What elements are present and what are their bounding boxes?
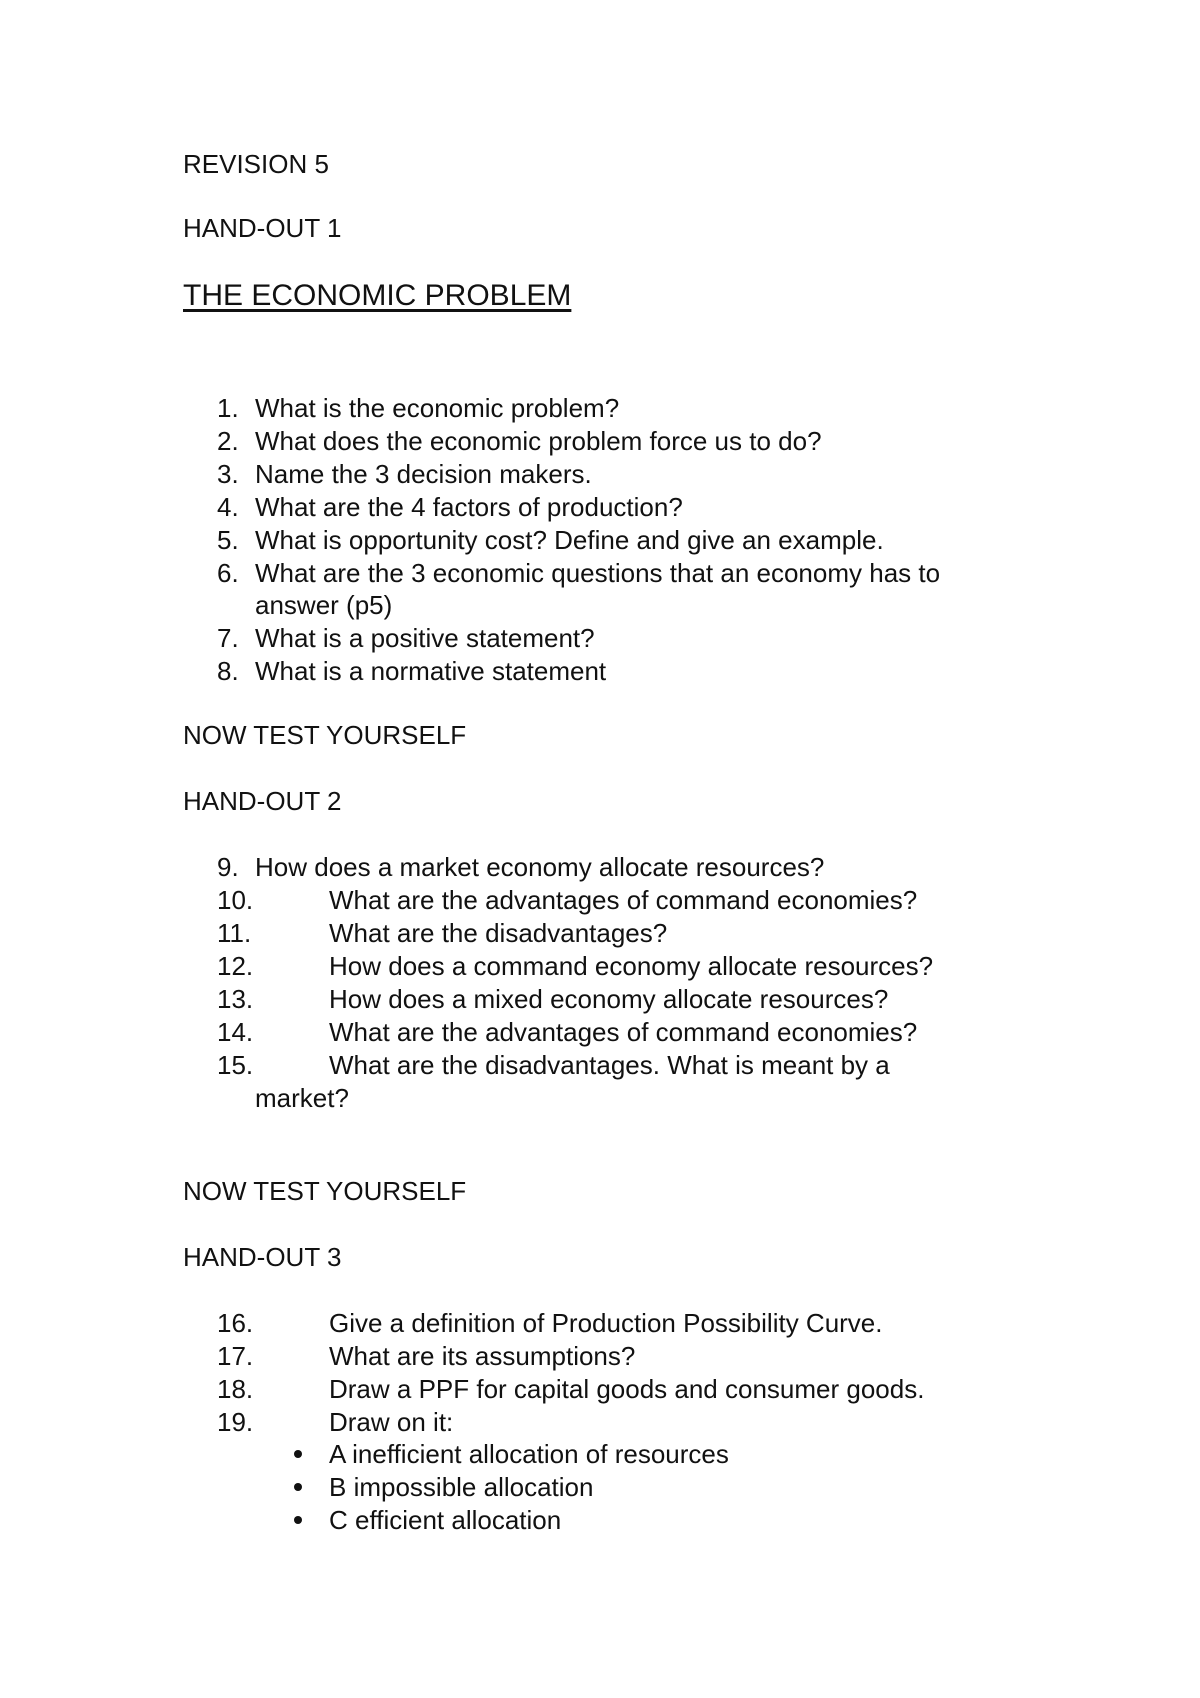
question-number: 6. <box>217 558 239 588</box>
question-text: What are the advantages of command economies? <box>329 1017 918 1047</box>
question-number: 12. <box>217 951 254 981</box>
handout-2-label: HAND-OUT 2 <box>183 786 342 816</box>
question-number: 2. <box>217 426 239 456</box>
question-number: 15. <box>217 1050 254 1080</box>
question-text: What are the disadvantages. What is meant by a <box>329 1050 890 1080</box>
bullet-item: A inefficient allocation of resources <box>329 1439 729 1469</box>
question-text: What is the economic problem? <box>255 393 620 423</box>
question-number: 19. <box>217 1407 254 1437</box>
question-number: 16. <box>217 1308 254 1338</box>
page-title: THE ECONOMIC PROBLEM <box>183 279 572 312</box>
revision-label: REVISION 5 <box>183 149 329 179</box>
question-number: 4. <box>217 492 239 522</box>
question-text-continued: market? <box>255 1083 349 1113</box>
question-text: What does the economic problem force us to do? <box>255 426 822 456</box>
question-number: 5. <box>217 525 239 555</box>
bullet-dot <box>294 1516 302 1524</box>
question-number: 18. <box>217 1374 254 1404</box>
test-yourself-heading: NOW TEST YOURSELF <box>183 720 467 750</box>
question-number: 17. <box>217 1341 254 1371</box>
question-text: How does a mixed economy allocate resources? <box>329 984 889 1014</box>
question-number: 13. <box>217 984 254 1014</box>
question-text: What are the 4 factors of production? <box>255 492 683 522</box>
question-number: 11. <box>217 918 252 948</box>
question-text: How does a market economy allocate resources? <box>255 852 825 882</box>
question-text-continued: answer (p5) <box>255 590 393 620</box>
question-text: What are the disadvantages? <box>329 918 668 948</box>
question-text: Draw a PPF for capital goods and consumer goods. <box>329 1374 925 1404</box>
question-number: 9. <box>217 852 239 882</box>
question-number: 1. <box>217 393 239 423</box>
bullet-item: C efficient allocation <box>329 1505 562 1535</box>
question-text: What is opportunity cost? Define and give an example. <box>255 525 884 555</box>
question-text: What is a normative statement <box>255 656 607 686</box>
bullet-dot <box>294 1483 302 1491</box>
question-number: 14. <box>217 1017 254 1047</box>
question-number: 3. <box>217 459 239 489</box>
question-text: Give a definition of Production Possibility Curve. <box>329 1308 883 1338</box>
question-text: What are the advantages of command economies? <box>329 885 918 915</box>
handout-1-label: HAND-OUT 1 <box>183 213 342 243</box>
question-text: Draw on it: <box>329 1407 454 1437</box>
question-number: 10. <box>217 885 254 915</box>
question-number: 8. <box>217 656 239 686</box>
handout-3-label: HAND-OUT 3 <box>183 1242 342 1272</box>
question-text: Name the 3 decision makers. <box>255 459 592 489</box>
bullet-item: B impossible allocation <box>329 1472 594 1502</box>
test-yourself-heading: NOW TEST YOURSELF <box>183 1176 467 1206</box>
question-text: What is a positive statement? <box>255 623 595 653</box>
question-number: 7. <box>217 623 239 653</box>
question-text: What are the 3 economic questions that an economy has to <box>255 558 941 588</box>
question-text: How does a command economy allocate resources? <box>329 951 934 981</box>
question-text: What are its assumptions? <box>329 1341 636 1371</box>
bullet-dot <box>294 1450 302 1458</box>
